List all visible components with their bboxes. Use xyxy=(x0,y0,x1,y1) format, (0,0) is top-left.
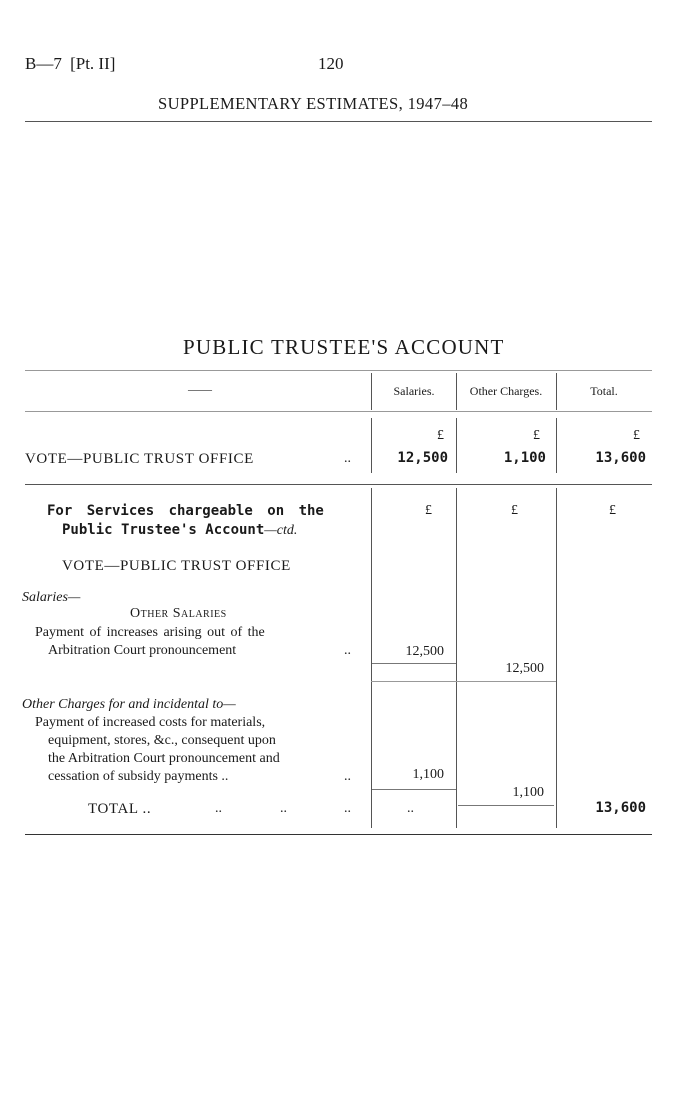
salaries-divider xyxy=(371,681,556,682)
salaries-item-line1: Payment of increases arising out of the xyxy=(35,625,265,640)
bottom-rule xyxy=(25,834,652,835)
salaries-item-leader: .. xyxy=(344,643,351,658)
other-item-line3: the Arbitration Court pronouncement and xyxy=(48,751,280,766)
other-item-line1: Payment of increased costs for materials, xyxy=(35,715,266,730)
salaries-amount: 12,500 xyxy=(405,644,444,659)
summary-vote-label: VOTE—PUBLIC TRUST OFFICE xyxy=(25,451,254,467)
blank-column-header: —— xyxy=(188,382,212,396)
detail-heading-line2 xyxy=(62,522,297,539)
column-header-total: Total. xyxy=(590,384,618,398)
salaries-amount-rule xyxy=(372,663,456,664)
detail-heading-account: Public Trustee's Account xyxy=(62,522,265,538)
title-rule xyxy=(25,370,652,371)
other-charges-label: Other Charges for and incidental to— xyxy=(22,697,236,712)
summary-currency-total: £ xyxy=(633,428,640,443)
other-salaries-label: Other Salaries xyxy=(130,606,227,621)
total-leader-2: .. xyxy=(280,801,287,816)
other-item-leader: .. xyxy=(344,769,351,784)
detail-vote-label: VOTE—PUBLIC TRUST OFFICE xyxy=(62,558,291,574)
page-number: 120 xyxy=(318,54,344,73)
column-header-salaries: Salaries. xyxy=(393,384,435,398)
summary-salaries-value: 12,500 xyxy=(397,450,448,466)
other-amount: 1,100 xyxy=(412,767,444,782)
summary-header-rule xyxy=(25,411,652,412)
salaries-subtotal: 12,500 xyxy=(505,661,544,676)
other-subtotal: 1,100 xyxy=(512,785,544,800)
salaries-label: Salaries— xyxy=(22,590,81,605)
section-title: PUBLIC TRUSTEE'S ACCOUNT xyxy=(183,335,505,359)
total-first-column: .. xyxy=(407,801,414,816)
other-item-line4: cessation of subsidy payments .. xyxy=(48,769,229,784)
other-amount-rule xyxy=(372,789,456,790)
detail-heading-line1: For Services chargeable on the xyxy=(47,503,324,519)
header-rule xyxy=(25,121,652,122)
grand-total: 13,600 xyxy=(595,800,646,816)
summary-total-value: 13,600 xyxy=(595,450,646,466)
subtotal-rule xyxy=(458,805,554,806)
salaries-item-line2: Arbitration Court pronouncement xyxy=(48,643,237,658)
detail-currency-total: £ xyxy=(609,503,616,518)
total-label: TOTAL .. xyxy=(88,801,152,817)
total-leader-1: .. xyxy=(215,801,222,816)
column-header-other-charges: Other Charges. xyxy=(469,384,543,398)
summary-bottom-rule xyxy=(25,484,652,485)
summary-leader: .. xyxy=(344,451,351,466)
page-header-title: SUPPLEMENTARY ESTIMATES, 1947–48 xyxy=(158,94,469,113)
detail-currency-other: £ xyxy=(511,503,518,518)
total-leader-3: .. xyxy=(344,801,351,816)
page-ref xyxy=(25,54,115,74)
detail-heading-ctd: —ctd. xyxy=(264,523,298,538)
summary-other-value: 1,100 xyxy=(503,450,546,466)
other-item-line2: equipment, stores, &c., consequent upon xyxy=(48,733,276,748)
page-ref-code: B—7 xyxy=(25,54,62,73)
summary-currency-other: £ xyxy=(533,428,540,443)
detail-currency-salaries: £ xyxy=(425,503,432,518)
summary-currency-salaries: £ xyxy=(437,428,444,443)
page-part: [Pt. II] xyxy=(70,54,116,73)
